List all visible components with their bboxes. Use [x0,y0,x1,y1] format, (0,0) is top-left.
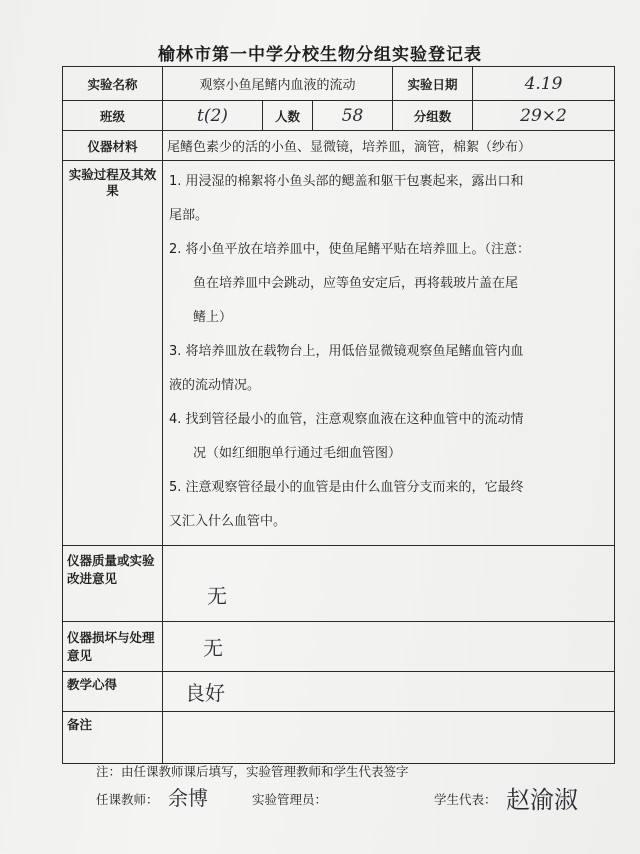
step-line: 3. 将培养皿放在载物台上，用低倍显微镜观察鱼尾鳍血管内血 [169,344,524,359]
teacher-label: 任课教师： [96,792,159,807]
student-label: 学生代表： [434,792,497,807]
step-line: 又汇入什么血管中。 [169,514,287,529]
label-experiment-name: 实验名称 [63,67,163,101]
label-class: 班级 [63,101,163,131]
value-quality: 无 [207,584,227,608]
form-title: 榆林市第一中学分校生物分组实验登记表 [158,45,482,65]
step-line: 况（如红细胞单行通过毛细血管图） [193,446,402,461]
value-class: t(2) [163,101,263,131]
label-people: 人数 [263,101,313,131]
step-line: 1. 用浸湿的棉絮将小鱼头部的鳃盖和躯干包裹起来，露出口和 [169,174,524,189]
value-materials: 尾鳍色素少的活的小鱼、显微镜，培养皿，滴管，棉絮（纱布） [163,131,615,161]
registration-table [62,66,615,764]
value-groups: 29×2 [473,101,615,131]
value-teaching: 良好 [185,681,225,705]
footer-note: 注：由任课教师课后填写，实验管理教师和学生代表签字 [96,764,409,779]
value-experiment-date: 4.19 [473,67,615,101]
value-remarks [163,712,615,764]
row-materials [63,131,615,161]
step-line: 尾部。 [169,208,209,223]
value-quality-cell [163,546,615,622]
label-groups: 分组数 [393,101,473,131]
teacher-signature: 余博 [168,786,208,810]
value-teaching-cell [163,672,615,712]
process-steps [163,161,615,546]
row-experiment-name [63,67,615,101]
row-process [63,161,615,546]
row-damage [63,622,615,672]
value-damage: 无 [203,636,223,660]
signature-row [96,784,626,818]
manager-label: 实验管理员： [252,792,328,807]
step-line: 鳍上） [193,310,233,325]
step-line: 5. 注意观察管径最小的血管是由什么血管分支而来的，它最终 [169,480,524,495]
row-quality [63,546,615,622]
value-people: 58 [313,101,393,131]
label-damage: 仪器损坏与处理意见 [63,622,163,672]
label-quality: 仪器质量或实验改进意见 [63,546,163,622]
step-line: 4. 找到管径最小的血管，注意观察血液在这种血管中的流动情 [169,412,524,427]
step-line: 液的流动情况。 [169,378,261,393]
value-experiment-name: 观察小鱼尾鳍内血液的流动 [163,67,393,101]
label-remarks: 备注 [63,712,163,764]
row-remarks [63,712,615,764]
row-teaching [63,672,615,712]
value-damage-cell [163,622,615,672]
label-materials: 仪器材料 [63,131,163,161]
label-experiment-date: 实验日期 [393,67,473,101]
label-process: 实验过程及其效果 [63,161,163,546]
label-teaching: 教学心得 [63,672,163,712]
row-class [63,101,615,131]
student-signature: 赵渝淑 [506,786,578,814]
step-line: 2. 将小鱼平放在培养皿中，使鱼尾鳍平贴在培养皿上。（注意： [169,242,531,257]
step-line: 鱼在培养皿中会跳动，应等鱼安定后，再将载玻片盖在尾 [193,276,519,291]
